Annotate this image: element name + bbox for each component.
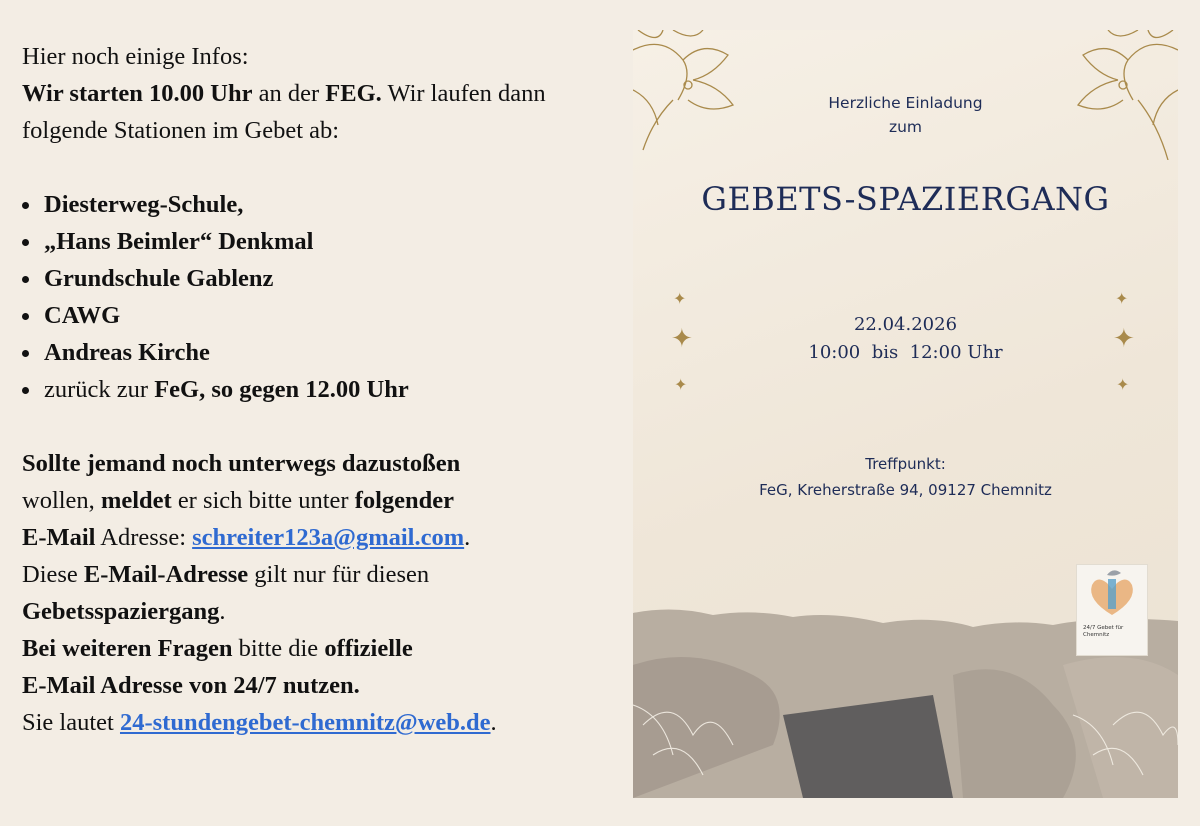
event-date: 22.04.2026 (853, 314, 958, 335)
text-fragment: Wir laufen dann folgende Stationen im Gebet ab: (22, 80, 546, 144)
sparkle-icon: ✦ (1116, 375, 1130, 394)
station-label: CAWG (44, 302, 121, 329)
invitation-flyer (633, 30, 1178, 798)
meeting-point-label: Treffpunkt: (865, 455, 946, 473)
station-item (44, 297, 612, 334)
text-fragment: offizielle (324, 635, 413, 662)
flyer-title: GEBETS-SPAZIERGANG (701, 180, 1110, 218)
sparkle-icon: ✦ (673, 289, 687, 308)
station-item (44, 260, 612, 297)
station-list (22, 186, 612, 408)
text-fragment: . (219, 598, 226, 625)
station-label: Andreas Kirche (44, 339, 210, 366)
logo-text: 24/7 Gebet für Chemnitz (1083, 625, 1124, 638)
sparkle-icon: ✦ (671, 324, 693, 354)
invitation-line-2: zum (888, 118, 923, 136)
text-fragment: Sollte jemand noch unterwegs dazustoßen (22, 450, 461, 477)
text-fragment: bitte die (232, 635, 325, 662)
text-fragment: Adresse: (95, 524, 193, 551)
intro-paragraph (22, 38, 612, 149)
invitation-line-1: Herzliche Einladung (828, 94, 983, 112)
text-fragment: wollen, (22, 487, 101, 514)
text-fragment: meldet (100, 487, 172, 514)
meeting-point-address: FeG, Kreherstraße 94, 09127 Chemnitz (759, 481, 1052, 499)
text-fragment: er sich bitte unter (171, 487, 355, 514)
text-fragment: . (490, 709, 497, 736)
sparkle-icon: ✦ (674, 375, 688, 394)
contact-paragraph (22, 445, 612, 741)
text-fragment: Bei weiteren Fragen (22, 635, 233, 662)
station-label: Diesterweg-Schule, (44, 191, 244, 218)
heart-hands-icon (1077, 565, 1147, 623)
email-link-official[interactable]: 24-stundengebet-chemnitz@web.de (119, 709, 491, 736)
station-item (44, 223, 612, 260)
sparkle-icon: ✦ (1115, 289, 1129, 308)
text-fragment: gilt nur für diesen (248, 561, 430, 588)
start-time: Wir starten 10.00 Uhr (22, 80, 253, 107)
text-fragment: E-Mail-Adresse (83, 561, 249, 588)
text-fragment: E-Mail Adresse von 24/7 nutzen. (22, 672, 360, 699)
station-item (44, 334, 612, 371)
station-label: Grundschule Gablenz (44, 265, 274, 292)
start-location: FEG. (325, 80, 382, 107)
text-fragment: zurück zur (44, 376, 155, 403)
intro-line: Hier noch einige Infos: (22, 43, 249, 70)
text-fragment: . (464, 524, 471, 551)
text-fragment: E-Mail (22, 524, 96, 551)
station-item (44, 186, 612, 223)
station-item-return (44, 371, 612, 408)
info-text (22, 38, 612, 741)
sparkle-icon: ✦ (1113, 324, 1135, 354)
text-fragment: an der (252, 80, 326, 107)
text-fragment: folgender (354, 487, 455, 514)
return-time: FeG, so gegen 12.00 Uhr (154, 376, 409, 403)
station-label: „Hans Beimler“ Denkmal (44, 228, 314, 255)
email-link-primary[interactable]: schreiter123a@gmail.com (192, 524, 465, 551)
prayer-logo (1076, 564, 1148, 656)
text-fragment: Gebetsspaziergang (22, 598, 220, 625)
text-fragment: Sie lautet (22, 709, 120, 736)
event-time: 10:00 bis 12:00 Uhr (808, 342, 1003, 363)
text-fragment: Diese (22, 561, 84, 588)
